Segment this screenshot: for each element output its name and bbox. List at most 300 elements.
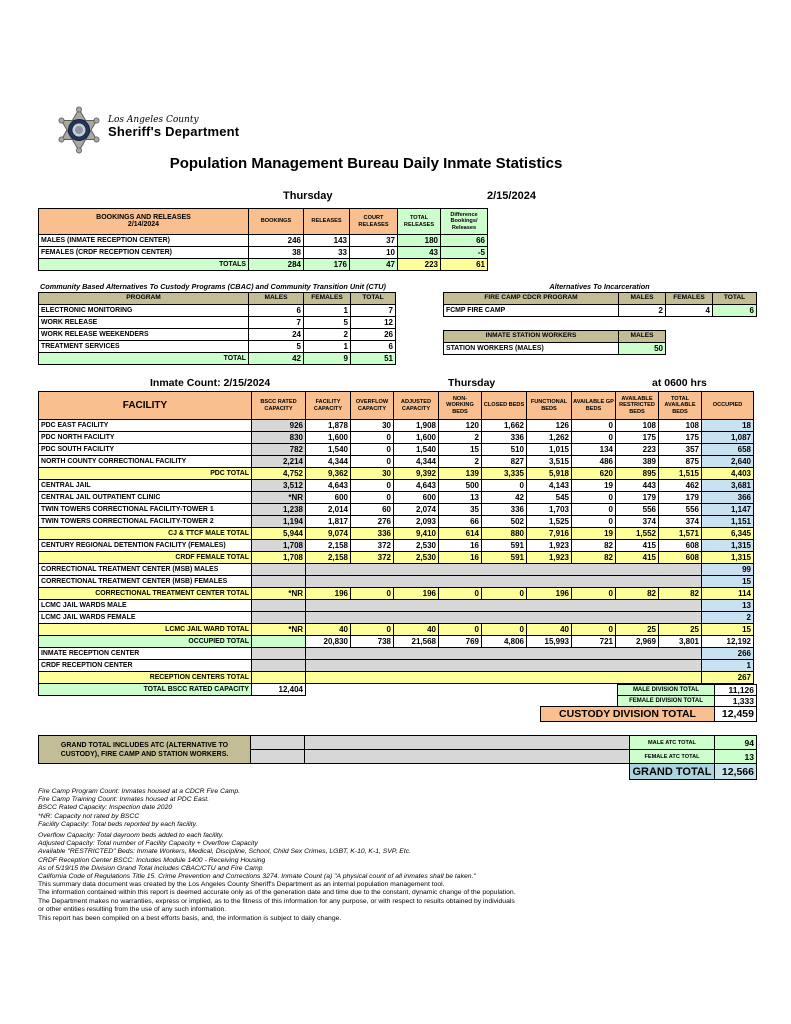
cell: *NR (252, 492, 306, 504)
cell: 1,540 (306, 444, 351, 456)
cell (306, 648, 702, 660)
col-difference: Difference Bookings/ Releases (441, 209, 488, 235)
station-workers-row (444, 343, 666, 355)
cell: 43 (398, 247, 441, 259)
cell: 608 (659, 552, 702, 564)
cell: 782 (252, 444, 306, 456)
cell: 2,969 (616, 636, 659, 648)
cell: TWIN TOWERS CORRECTIONAL FACILITY-TOWER 1 (39, 504, 252, 516)
cell: 4,143 (527, 480, 572, 492)
col-inmate-station-workers: INMATE STATION WORKERS (444, 331, 619, 343)
cell: -5 (441, 247, 488, 259)
cell: CORRECTIONAL TREATMENT CENTER (MSB) MALES (39, 564, 252, 576)
facility-row (39, 660, 754, 672)
cell: 875 (659, 456, 702, 468)
footnote-line: BSCC Rated Capacity: Inspection date 2020 (38, 804, 173, 812)
cell (306, 612, 702, 624)
fire-camp-header-row (444, 293, 757, 305)
cell: 4 (666, 305, 713, 317)
cell: 6 (351, 341, 396, 353)
cell: 1,923 (527, 540, 572, 552)
cell: 372 (351, 552, 394, 564)
cell: 374 (659, 516, 702, 528)
cell: 3,801 (659, 636, 702, 648)
facility-row (39, 540, 754, 552)
cell: 0 (482, 624, 527, 636)
cell: 1,878 (306, 420, 351, 432)
cell: TOTALS (39, 259, 249, 271)
cell: 880 (482, 528, 527, 540)
col-functional-beds: FUNCTIONAL BEDS (527, 392, 572, 420)
cell: WORK RELEASE (39, 317, 249, 329)
cell: 0 (439, 624, 482, 636)
fire-camp-table (443, 292, 757, 317)
cell: 357 (659, 444, 702, 456)
footnote-line: *NR: Capacity not rated by BSCC (38, 812, 140, 820)
cell: 35 (439, 504, 482, 516)
cell: 6 (249, 305, 304, 317)
facility-row (39, 492, 754, 504)
cell: 126 (527, 420, 572, 432)
cell: 82 (572, 540, 616, 552)
cell: 0 (572, 420, 616, 432)
cell: 9,392 (394, 468, 439, 480)
cell: 415 (616, 540, 659, 552)
cell: 4,752 (252, 468, 306, 480)
footnote-line: Overflow Capacity: Total dayroom beds added to each facility. (38, 832, 224, 839)
footnotes-group-1 (38, 788, 240, 829)
report-date: 2/15/2024 (487, 190, 536, 202)
col-males: MALES (249, 293, 304, 305)
facility-row (39, 588, 754, 600)
bookings-title-cell (39, 209, 249, 235)
bookings-row (39, 247, 488, 259)
cell: 502 (482, 516, 527, 528)
cell: 2,158 (306, 552, 351, 564)
facility-row (39, 552, 754, 564)
cell: 4,344 (306, 456, 351, 468)
cell: 1,600 (394, 432, 439, 444)
cell: 5,918 (527, 468, 572, 480)
facility-row (39, 612, 754, 624)
cell: CENTRAL JAIL (39, 480, 252, 492)
cell: 196 (394, 588, 439, 600)
col-total-available-beds: TOTAL AVAILABLE BEDS (659, 392, 702, 420)
cell: 42 (249, 353, 304, 365)
cell: 108 (616, 420, 659, 432)
logo-department-text: Sheriff's Department (108, 124, 240, 139)
cell: 336 (351, 528, 394, 540)
cell: 18 (702, 420, 754, 432)
facility-row (39, 624, 754, 636)
facility-row (39, 444, 754, 456)
cbac-totals-row (39, 353, 396, 365)
cell: CRDF RECEPTION CENTER (39, 660, 252, 672)
cell: 120 (439, 420, 482, 432)
cbac-title: Community Based Alternatives To Custody Programs (CBAC) and Community Transition Unit (CTU) (40, 282, 386, 291)
cell: 2,074 (394, 504, 439, 516)
cell (306, 564, 702, 576)
male-atc-total-label: MALE ATC TOTAL (629, 735, 715, 750)
cell: 4,344 (394, 456, 439, 468)
col-overflow-capacity: OVERFLOW CAPACITY (351, 392, 394, 420)
cell: 0 (482, 480, 527, 492)
disclaimer-line: The Department makes no warranties, express or implied, as to the fitness of this information for any purpose, or with respect to results obtained by individuals (38, 897, 515, 905)
report-day: Thursday (283, 190, 333, 202)
col-adjusted-capacity: ADJUSTED CAPACITY (394, 392, 439, 420)
cell: 1,015 (527, 444, 572, 456)
cell: 389 (616, 456, 659, 468)
inmate-count-day: Thursday (448, 377, 496, 389)
cell: 3,681 (702, 480, 754, 492)
cell: 510 (482, 444, 527, 456)
cell: 3,335 (482, 468, 527, 480)
grand-gray-span (304, 735, 630, 750)
cell: 1,923 (527, 552, 572, 564)
cell: 33 (304, 247, 350, 259)
footnote-line: Facility Capacity: Total beds reported by each facility. (38, 820, 198, 828)
cell: 50 (619, 343, 666, 355)
grand-gray-span (304, 749, 630, 764)
cell: 30 (351, 420, 394, 432)
cell: 0 (572, 504, 616, 516)
cell: *NR (252, 588, 306, 600)
cell: NORTH COUNTY CORRECTIONAL FACILITY (39, 456, 252, 468)
facility-row (39, 648, 754, 660)
col-males: MALES (619, 331, 666, 343)
cell: 30 (351, 468, 394, 480)
cell: 66 (439, 516, 482, 528)
col-program: PROGRAM (39, 293, 249, 305)
cell: LCMC JAIL WARDS FEMALE (39, 612, 252, 624)
cell: 9,410 (394, 528, 439, 540)
facility-row (39, 456, 754, 468)
cell (306, 660, 702, 672)
cell: 1,708 (252, 552, 306, 564)
cell: 830 (252, 432, 306, 444)
cell: 600 (306, 492, 351, 504)
female-atc-total-label: FEMALE ATC TOTAL (629, 749, 715, 764)
cell: 2 (439, 456, 482, 468)
cell: 2,158 (306, 540, 351, 552)
cell: 0 (351, 588, 394, 600)
grand-total-note (38, 735, 251, 764)
cell: 366 (702, 492, 754, 504)
cell: 19 (572, 480, 616, 492)
grand-gray-cell (250, 735, 305, 750)
female-atc-total-value: 13 (714, 749, 757, 764)
footnote-line: Available "RESTRICTED" Beds: Inmate Workers, Medical, Discipline, School, Child Sex Crimes, LGBT, K-10, K-1, SVP, Etc. (38, 848, 411, 856)
cell: 0 (351, 432, 394, 444)
cell: 139 (439, 468, 482, 480)
cell: 223 (398, 259, 441, 271)
cell: 5,944 (252, 528, 306, 540)
cell: 20,830 (306, 636, 351, 648)
cell: 0 (439, 588, 482, 600)
col-total: TOTAL (351, 293, 396, 305)
cell: TWIN TOWERS CORRECTIONAL FACILITY-TOWER 2 (39, 516, 252, 528)
cell: 1,708 (252, 540, 306, 552)
cell: 1,315 (702, 540, 754, 552)
facility-row (39, 672, 754, 684)
disclaimer-line: or other entities resulting from the use of any such information. (38, 906, 227, 914)
cell: 134 (572, 444, 616, 456)
cell: 6,345 (702, 528, 754, 540)
cell: 1,600 (306, 432, 351, 444)
disclaimer-line: This report has been compiled on a best efforts basis, and, the information is subject to daily change. (38, 914, 342, 922)
cell: PDC NORTH FACILITY (39, 432, 252, 444)
cell (306, 600, 702, 612)
facility-row (39, 516, 754, 528)
fire-camp-label: FCMP FIRE CAMP (444, 305, 619, 317)
cell: 3,512 (252, 480, 306, 492)
cell: 82 (572, 552, 616, 564)
cell: 82 (616, 588, 659, 600)
cell: 1,238 (252, 504, 306, 516)
cell: 545 (527, 492, 572, 504)
footnotes-group-2 (38, 832, 476, 881)
custody-division-total-value: 12,459 (714, 706, 757, 722)
cell: 267 (702, 672, 754, 684)
cell: 1,662 (482, 420, 527, 432)
cell: 246 (249, 235, 304, 247)
cell: 1,515 (659, 468, 702, 480)
inmate-count-time: at 0600 hrs (652, 377, 707, 389)
cell: 0 (572, 624, 616, 636)
male-division-total-label: MALE DIVISION TOTAL (617, 684, 715, 696)
cell: 556 (659, 504, 702, 516)
cell: 38 (249, 247, 304, 259)
cell: CORRECTIONAL TREATMENT CENTER TOTAL (39, 588, 252, 600)
cell (252, 612, 306, 624)
facility-row (39, 528, 754, 540)
cell: 60 (351, 504, 394, 516)
cell: 9,074 (306, 528, 351, 540)
cell: 15 (439, 444, 482, 456)
cell: 1,147 (702, 504, 754, 516)
ati-title: Alternatives To Incarceration (549, 282, 650, 291)
cbac-row (39, 317, 396, 329)
grand-total-note-line2: CUSTODY), FIRE CAMP AND STATION WORKERS. (60, 750, 229, 758)
cell: 614 (439, 528, 482, 540)
cell: 500 (439, 480, 482, 492)
facility-row (39, 432, 754, 444)
cell: 4,403 (702, 468, 754, 480)
sheriff-badge-icon (55, 106, 103, 156)
bookings-date: 2/14/2024 (127, 220, 160, 228)
cell (252, 636, 306, 648)
cell: 0 (351, 456, 394, 468)
cell: 1,151 (702, 516, 754, 528)
cell: CENTURY REGIONAL DETENTION FACILITY (FEMALES) (39, 540, 252, 552)
col-closed-beds: CLOSED BEDS (482, 392, 527, 420)
cell: PDC TOTAL (39, 468, 252, 480)
female-division-total-label: FEMALE DIVISION TOTAL (617, 695, 715, 707)
cell: 336 (482, 432, 527, 444)
bookings-row (39, 235, 488, 247)
cell: 176 (304, 259, 350, 271)
cell: 10 (350, 247, 398, 259)
cell: 0 (351, 624, 394, 636)
cell: 1 (702, 660, 754, 672)
col-non-working-beds: NON-WORKING BEDS (439, 392, 482, 420)
cell: 1,315 (702, 552, 754, 564)
facility-row (39, 636, 754, 648)
col-bscc-rated-capacity: BSCC RATED CAPACITY (252, 392, 306, 420)
cell: 1,540 (394, 444, 439, 456)
cell: 2,530 (394, 540, 439, 552)
cell (252, 564, 306, 576)
cell: 4,643 (306, 480, 351, 492)
col-releases: RELEASES (304, 209, 350, 235)
cell: 13 (439, 492, 482, 504)
cell: 443 (616, 480, 659, 492)
cell: 4,806 (482, 636, 527, 648)
facility-row (39, 504, 754, 516)
grand-total-label: GRAND TOTAL (629, 763, 715, 780)
footnote-line: CRDF Reception Center BSCC: Includes Module 1400 - Receiving Housing (38, 856, 266, 864)
logo-text (108, 115, 239, 138)
cell: 6 (713, 305, 757, 317)
custody-division-total-label: CUSTODY DIVISION TOTAL (540, 706, 715, 722)
cell: 556 (616, 504, 659, 516)
cell: TOTAL BSCC RATED CAPACITY (39, 684, 252, 696)
col-total: TOTAL (713, 293, 757, 305)
cell (252, 672, 306, 684)
cell: 196 (306, 588, 351, 600)
col-facility-capacity: FACILITY CAPACITY (306, 392, 351, 420)
cell: 1,817 (306, 516, 351, 528)
cell: 51 (351, 353, 396, 365)
facility-table (38, 391, 754, 696)
cell: 5 (304, 317, 351, 329)
female-division-total-value: 1,333 (714, 695, 757, 707)
cell: 40 (306, 624, 351, 636)
station-workers-label: STATION WORKERS (MALES) (444, 343, 619, 355)
bookings-title: BOOKINGS AND RELEASES (96, 214, 191, 222)
cell: 620 (572, 468, 616, 480)
cell: 721 (572, 636, 616, 648)
col-available-restricted-beds: AVAILABLE RESTRICTED BEDS (616, 392, 659, 420)
cell: 143 (304, 235, 350, 247)
cell: 1,262 (527, 432, 572, 444)
facility-row (39, 480, 754, 492)
cell: 926 (252, 420, 306, 432)
cell: 82 (659, 588, 702, 600)
cell: 2,530 (394, 552, 439, 564)
cell: 827 (482, 456, 527, 468)
cell: 42 (482, 492, 527, 504)
cell: PDC EAST FACILITY (39, 420, 252, 432)
cell: 7 (351, 305, 396, 317)
disclaimer-line: This summary data document was created by the Los Angeles County Sheriff's Department as an internal population management tool. (38, 881, 445, 888)
cell: 462 (659, 480, 702, 492)
cell: 24 (249, 329, 304, 341)
cell: 266 (702, 648, 754, 660)
footnote-line: Fire Camp Training Count: Inmates housed at PDC East. (38, 796, 210, 804)
cell: CJ & TTCF MALE TOTAL (39, 528, 252, 540)
facility-header-row (39, 392, 754, 420)
cell: 1,087 (702, 432, 754, 444)
station-workers-table (443, 330, 666, 355)
cell: 0 (572, 432, 616, 444)
cell: 175 (659, 432, 702, 444)
grand-total-note-line1: GRAND TOTAL INCLUDES ATC (ALTERNATIVE TO (60, 741, 229, 749)
cell: 2,214 (252, 456, 306, 468)
facility-row (39, 576, 754, 588)
cell: 16 (439, 540, 482, 552)
cell: 2 (619, 305, 666, 317)
cell: 415 (616, 552, 659, 564)
cell: TOTAL (39, 353, 249, 365)
station-workers-header-row (444, 331, 666, 343)
col-males: MALES (619, 293, 666, 305)
cell: MALES (INMATE RECEPTION CENTER) (39, 235, 249, 247)
cell: 12,192 (702, 636, 754, 648)
col-bookings: BOOKINGS (249, 209, 304, 235)
footnote-line: Fire Camp Program Count: Inmates housed at a CDCR Fire Camp. (38, 788, 241, 795)
cell: 2,640 (702, 456, 754, 468)
col-facility: FACILITY (39, 392, 252, 420)
facility-row (39, 600, 754, 612)
cbac-row (39, 305, 396, 317)
cell: 16 (439, 552, 482, 564)
cell: 19 (572, 528, 616, 540)
cell (306, 576, 702, 588)
bookings-table (38, 208, 488, 271)
col-fire-camp: FIRE CAMP CDCR PROGRAM (444, 293, 619, 305)
cell: 40 (527, 624, 572, 636)
facility-row (39, 564, 754, 576)
cell: 175 (616, 432, 659, 444)
cell: 15,993 (527, 636, 572, 648)
cell: 37 (350, 235, 398, 247)
cell: 7,916 (527, 528, 572, 540)
cell: CRDF FEMALE TOTAL (39, 552, 252, 564)
cbac-header-row (39, 293, 396, 305)
cell (252, 576, 306, 588)
logo-county-text: Los Angeles County (108, 115, 199, 125)
male-division-total-value: 11,126 (714, 684, 757, 696)
col-females: FEMALES (304, 293, 351, 305)
cell: LCMC JAIL WARD TOTAL (39, 624, 252, 636)
cell: 2 (304, 329, 351, 341)
cell: 5 (249, 341, 304, 353)
cell: 738 (351, 636, 394, 648)
cell: OCCUPIED TOTAL (39, 636, 252, 648)
cell: 7 (249, 317, 304, 329)
cell: 895 (616, 468, 659, 480)
cell: 2,093 (394, 516, 439, 528)
cell: 0 (351, 492, 394, 504)
cell: INMATE RECEPTION CENTER (39, 648, 252, 660)
col-females: FEMALES (666, 293, 713, 305)
cell: 1 (304, 341, 351, 353)
cell: 12,404 (252, 684, 306, 696)
bookings-totals-row (39, 259, 488, 271)
fire-camp-row (444, 305, 757, 317)
cell: 108 (659, 420, 702, 432)
footnote-line: As of 5/19/15 the Division Grand Total includes CBAC/CTU and Fire Camp (38, 864, 263, 872)
cbac-table (38, 292, 396, 365)
cell: 1,552 (616, 528, 659, 540)
cell: 608 (659, 540, 702, 552)
cbac-row (39, 341, 396, 353)
cell (252, 660, 306, 672)
cell: 336 (482, 504, 527, 516)
grand-total-value: 12,566 (714, 763, 757, 780)
cell: 658 (702, 444, 754, 456)
